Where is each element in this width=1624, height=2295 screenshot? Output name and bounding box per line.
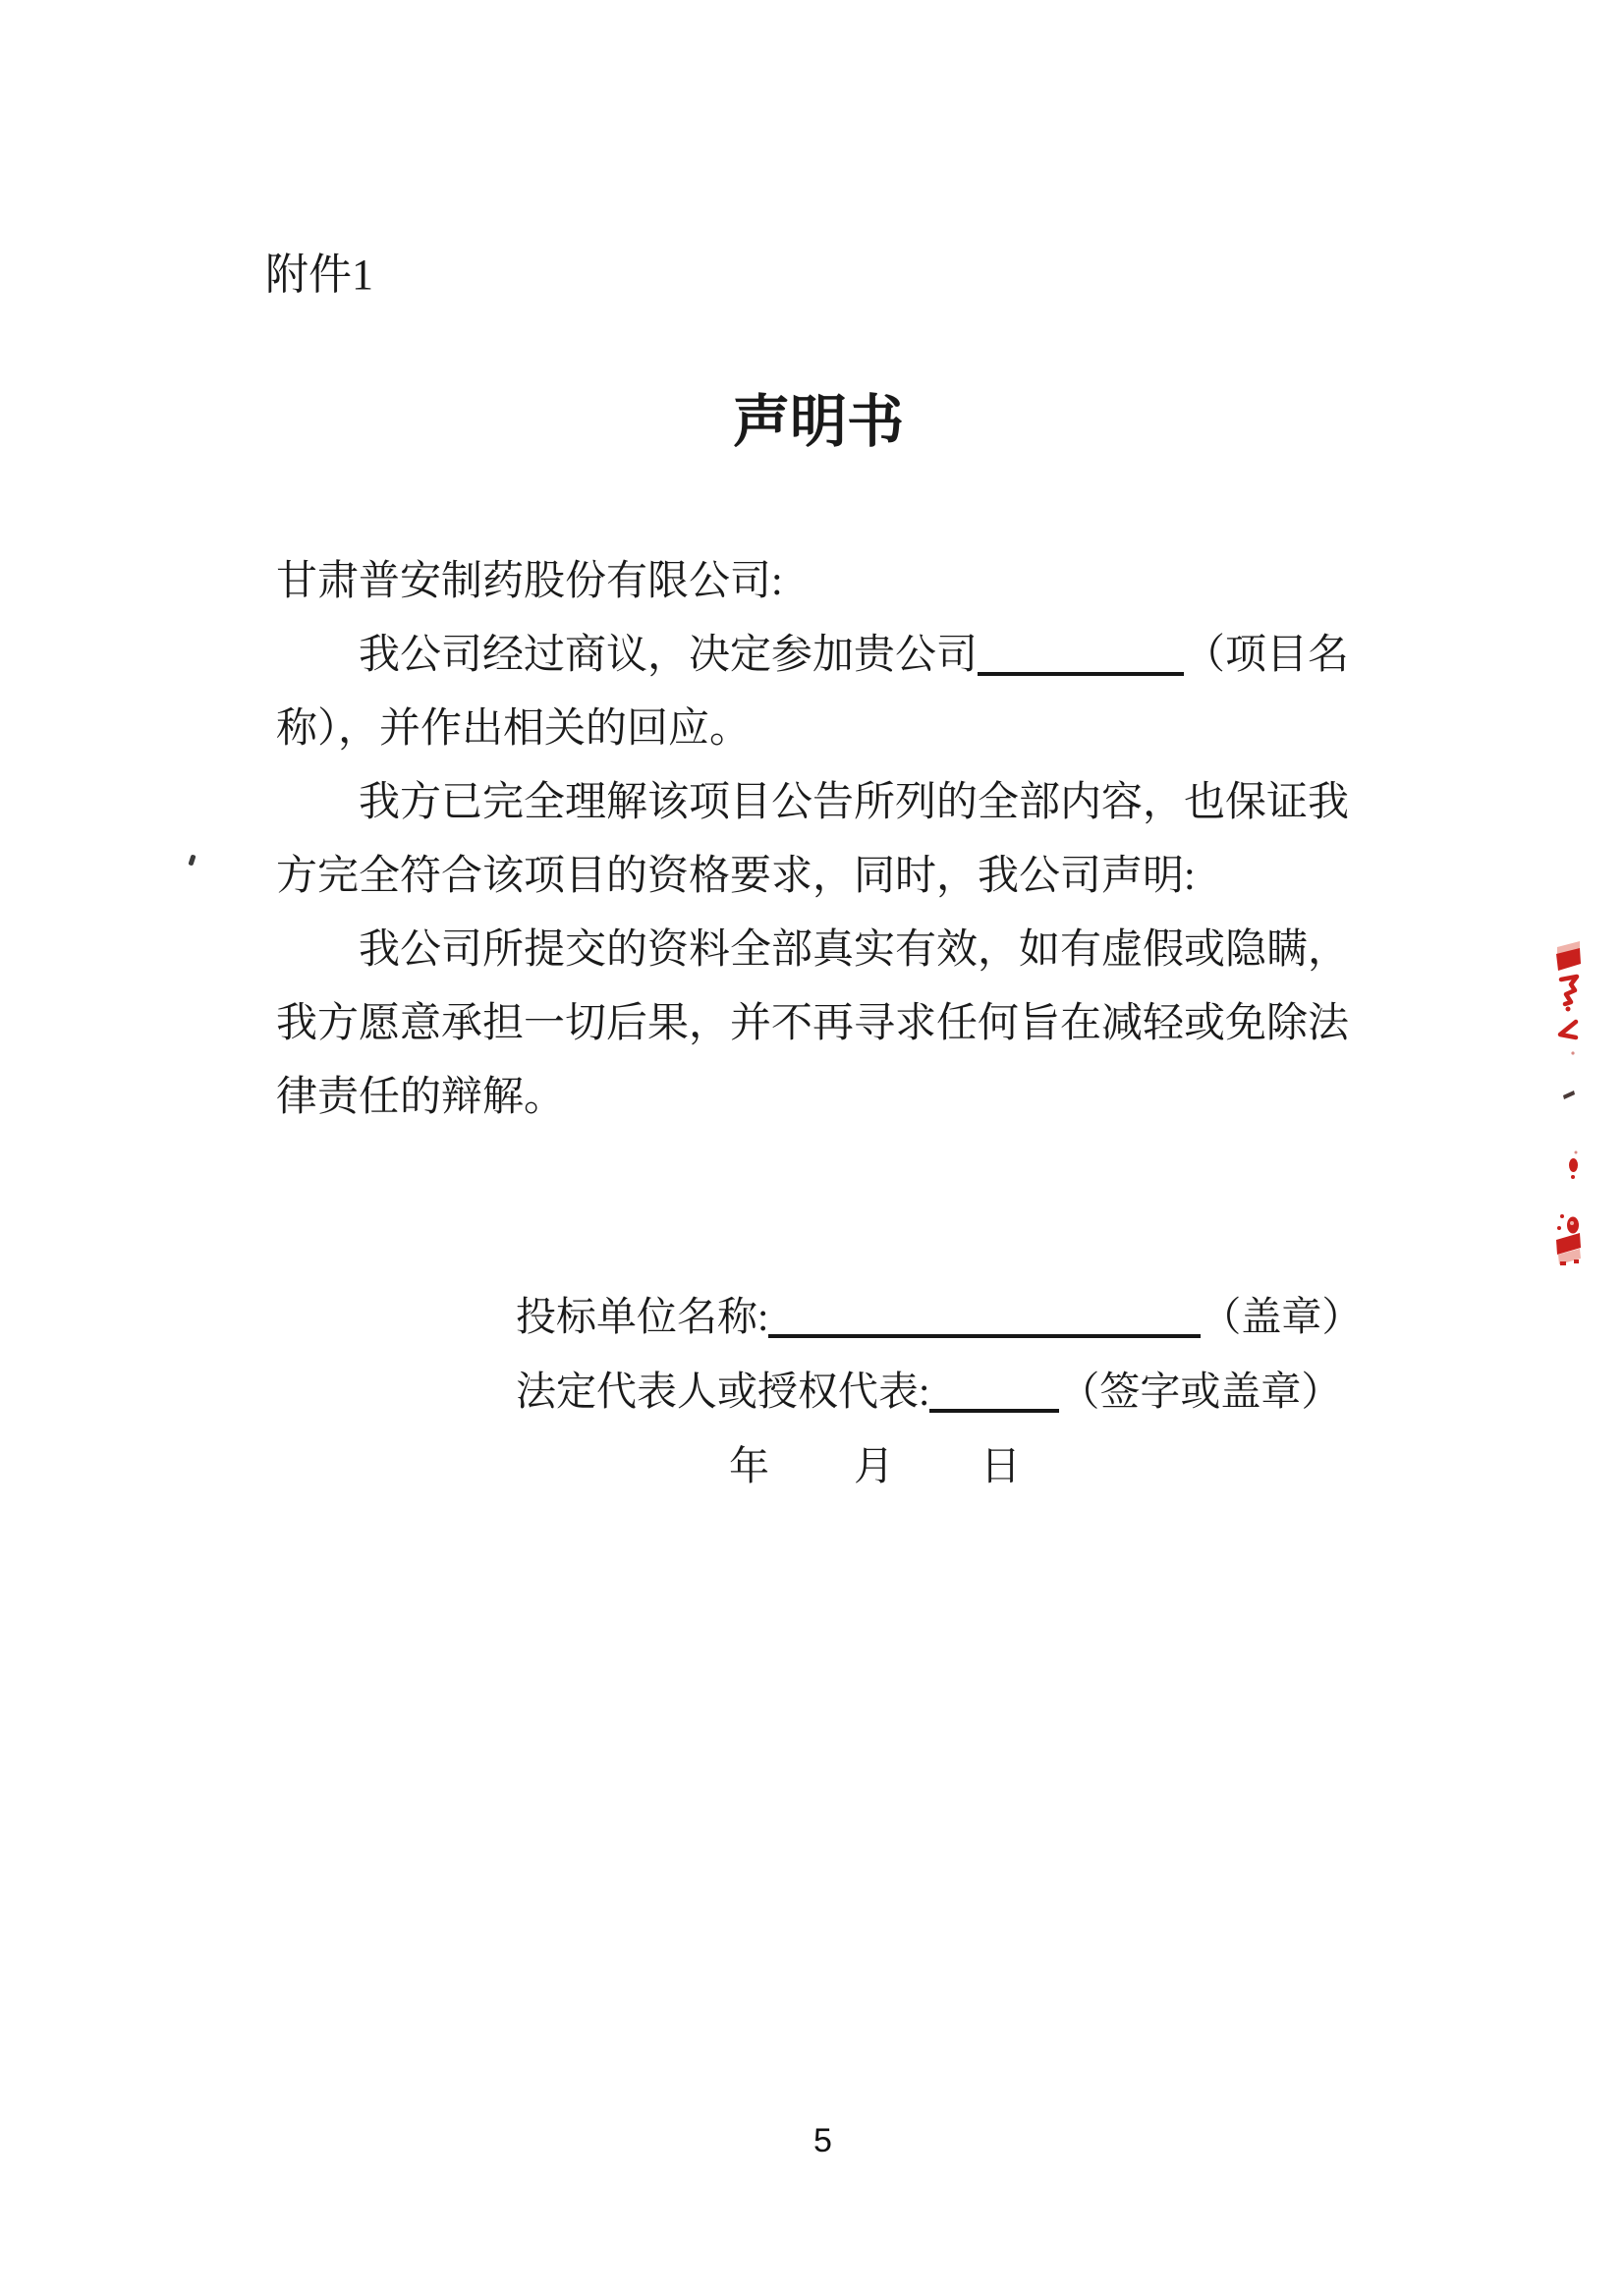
bidder-seal-note: （盖章） <box>1201 1294 1363 1339</box>
body-line: 我公司所提交的资料全部真实有效，如有虚假或隐瞒， <box>359 927 1350 973</box>
attachment-label: 附件1 <box>265 251 373 299</box>
representative-signature-line <box>516 1354 1341 1428</box>
representative-label: 法定代表人或授权代表: <box>516 1369 930 1414</box>
representative-blank <box>929 1409 1059 1413</box>
bidder-name-label: 投标单位名称: <box>516 1294 769 1339</box>
salutation-line: 甘肃普安制药股份有限公司: <box>276 559 783 604</box>
body-text: （项目名 <box>1184 633 1350 678</box>
date-line <box>729 1428 1021 1503</box>
scan-speck <box>188 854 196 866</box>
body-line: 我方已完全理解该项目公告所列的全部内容，也保证我 <box>359 780 1350 825</box>
bidder-name-blank <box>768 1334 1201 1338</box>
year-label: 年 <box>729 1443 769 1488</box>
body-line: 律责任的辩解。 <box>276 1075 566 1120</box>
body-text: 我公司经过商议，决定参加贵公司 <box>359 633 979 678</box>
document-title: 声明书 <box>733 390 905 454</box>
day-label: 日 <box>980 1443 1021 1488</box>
document-body <box>276 545 1396 1135</box>
body-line <box>276 619 1396 693</box>
month-label: 月 <box>854 1443 894 1488</box>
representative-seal-note: （签字或盖章） <box>1059 1369 1342 1414</box>
bidder-signature-line <box>516 1279 1362 1354</box>
body-line: 称），并作出相关的回应。 <box>276 706 752 752</box>
body-line: 方完全符合该项目的资格要求，同时，我公司声明: <box>276 854 1196 899</box>
page-number: 5 <box>813 2122 832 2159</box>
red-seal-fragment <box>1550 933 1590 1272</box>
body-line: 我方愿意承担一切后果，并不再寻求任何旨在减轻或免除法 <box>276 1001 1350 1046</box>
project-name-blank <box>978 672 1184 676</box>
